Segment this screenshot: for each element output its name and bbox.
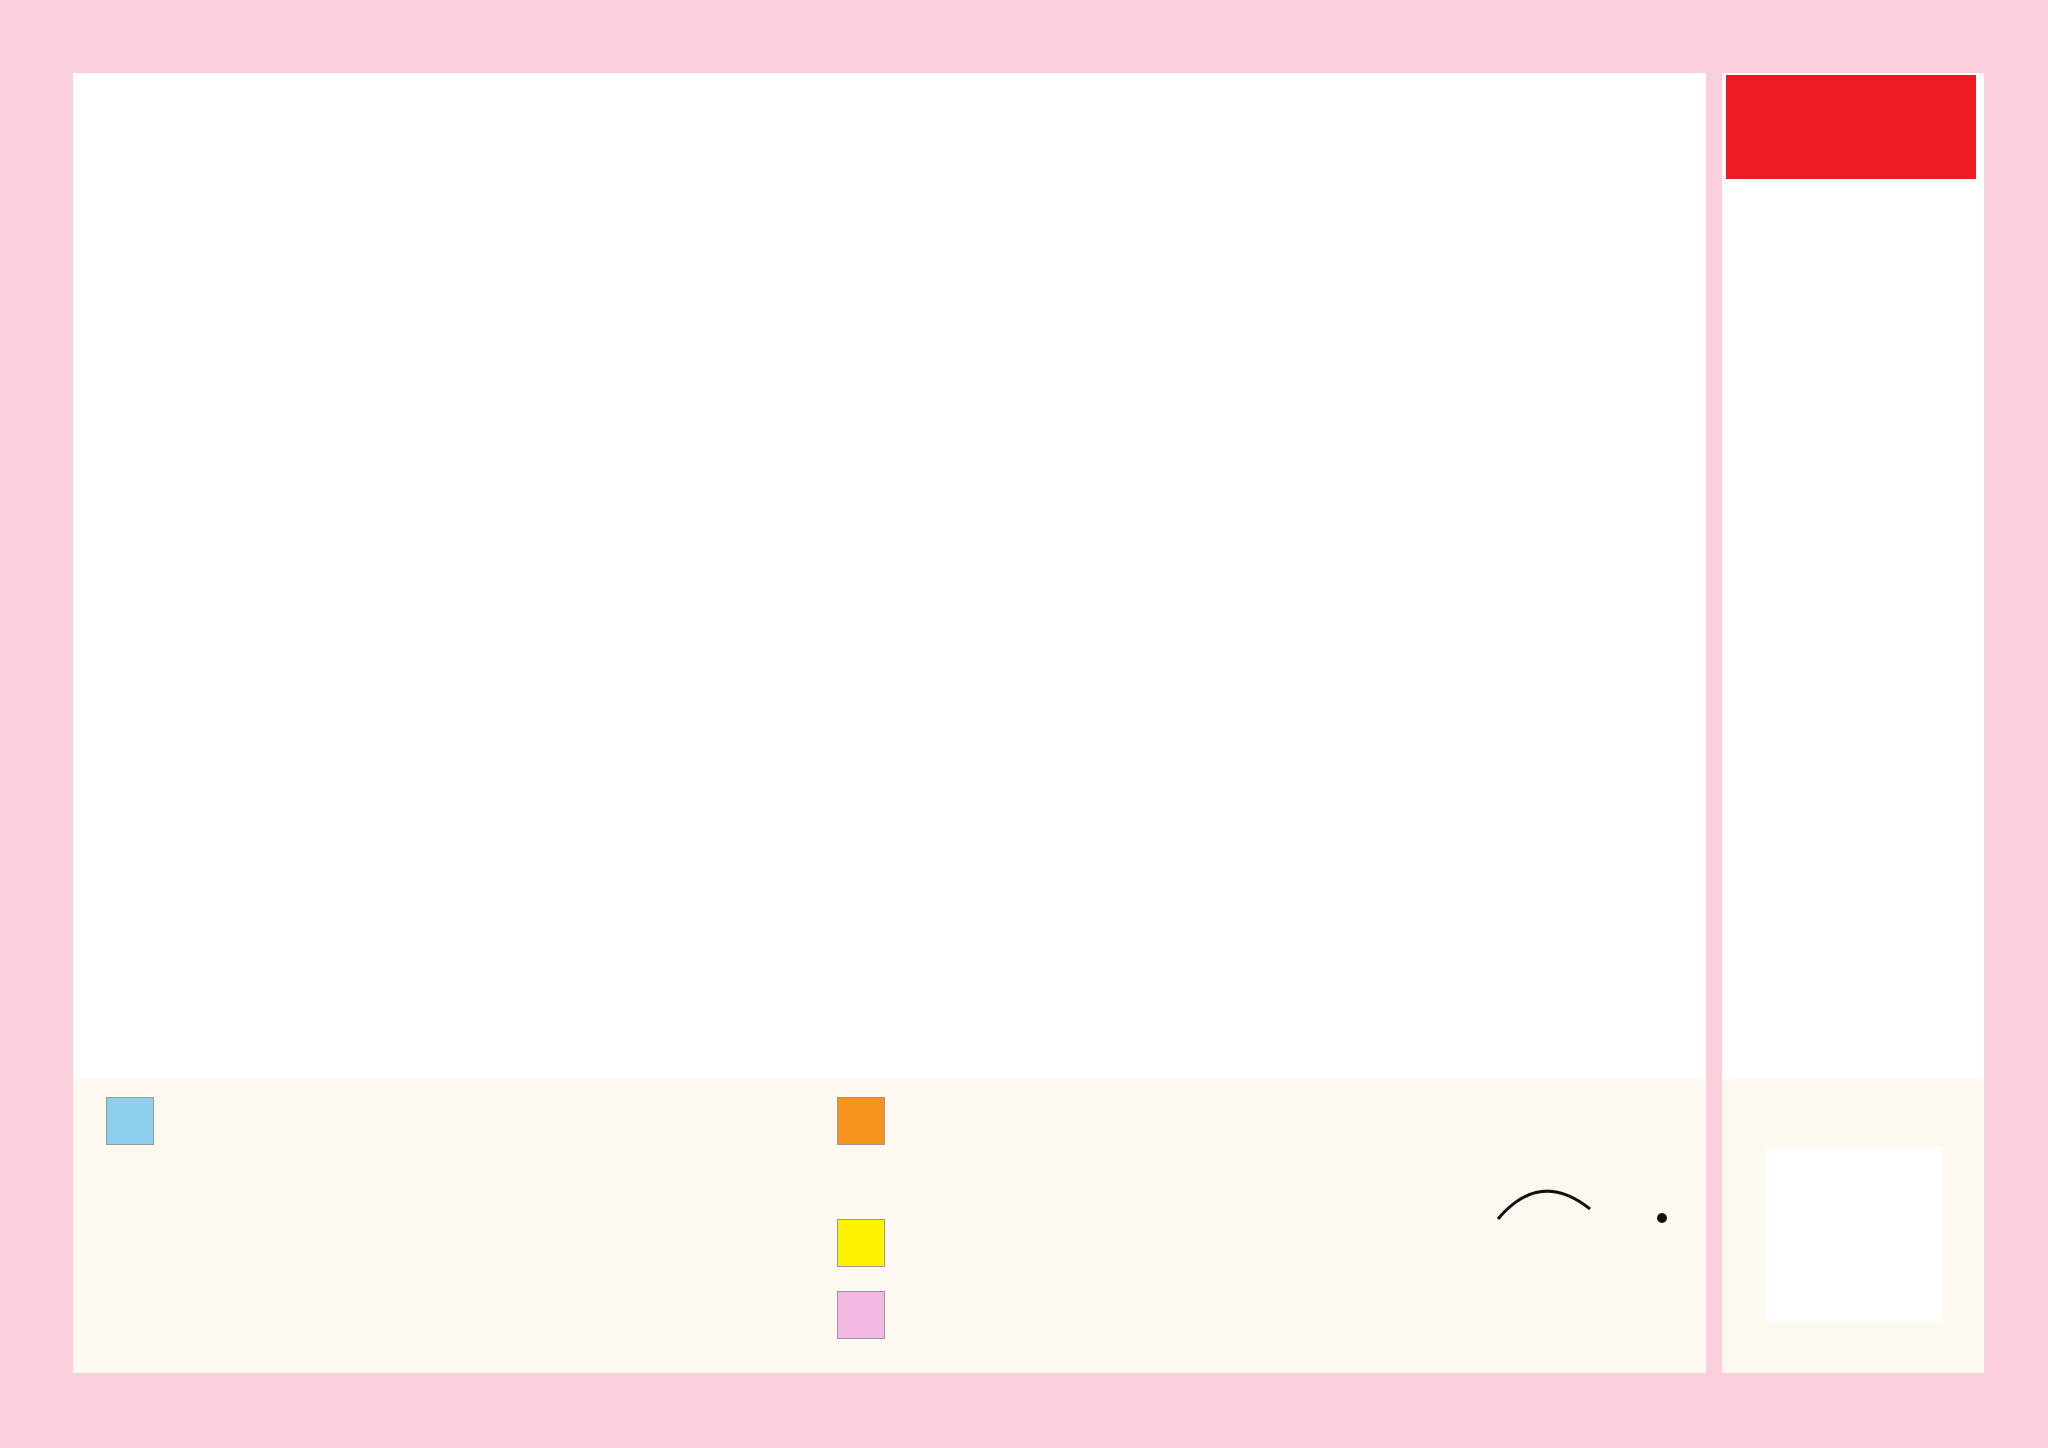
qr-area xyxy=(1722,1079,1984,1373)
logo xyxy=(1410,1139,1700,1329)
cmc-swatch xyxy=(837,1291,885,1339)
qr-label xyxy=(1827,1207,1879,1255)
public-holidays-title xyxy=(1726,75,1976,179)
school-event-swatch xyxy=(837,1097,885,1145)
legend-violin xyxy=(837,1219,899,1267)
calendar-grid xyxy=(90,103,1690,1103)
legend-school-events xyxy=(837,1097,899,1145)
school-holiday-swatch xyxy=(106,1097,154,1145)
legend-cmc xyxy=(837,1291,899,1339)
violin-swatch xyxy=(837,1219,885,1267)
legend-school-holidays xyxy=(106,1097,168,1145)
public-holidays-panel xyxy=(1722,73,1984,1373)
logo-mark xyxy=(1410,1139,1700,1249)
legend-panel xyxy=(73,1079,1706,1373)
